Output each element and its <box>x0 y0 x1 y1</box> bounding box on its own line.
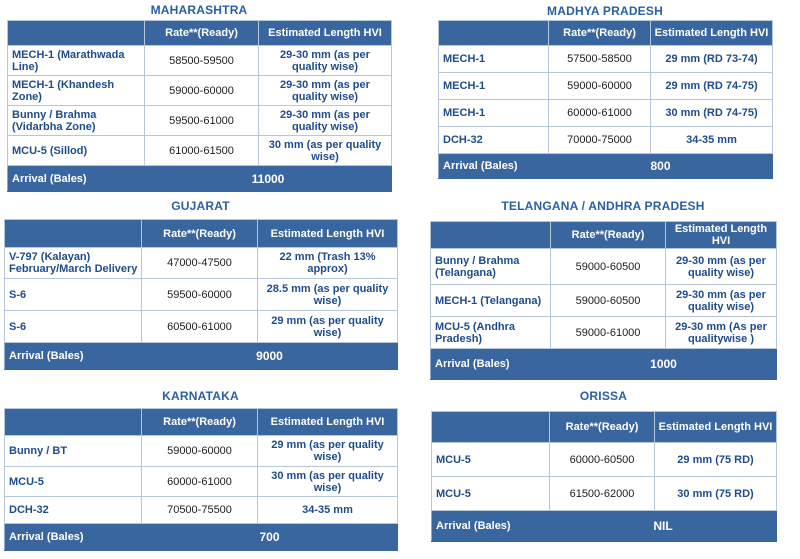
length-cell: 29-30 mm (as per quality wise) <box>259 46 392 76</box>
table-row <box>432 443 777 477</box>
arrival-row <box>5 343 398 370</box>
variety-cell: MCU-5 <box>5 467 142 497</box>
table-row <box>431 317 777 349</box>
gujarat-table <box>4 219 398 370</box>
table-row <box>439 73 773 100</box>
header-rate: Rate**(Ready) <box>145 21 259 46</box>
length-cell: 30 mm (as per quality wise) <box>258 467 398 497</box>
table-row <box>8 46 392 76</box>
rate-cell: 60000-61000 <box>549 100 651 127</box>
header-variety <box>431 222 551 249</box>
arrival-row <box>5 524 398 551</box>
rate-cell: 59500-60000 <box>142 279 258 311</box>
variety-cell: MECH-1 (Marathwada Line) <box>8 46 145 76</box>
orissa-section <box>431 386 776 544</box>
arrival-label: Arrival (Bales) <box>5 343 142 370</box>
header-rate: Rate**(Ready) <box>142 220 258 248</box>
length-cell: 29 mm (RD 74-75) <box>651 73 773 100</box>
arrival-value: 1000 <box>551 349 777 380</box>
length-cell: 29-30 mm (as per quality wise) <box>666 249 777 285</box>
rate-cell: 60000-61000 <box>142 467 258 497</box>
telangana-title: TELANGANA / ANDHRA PRADESH <box>501 199 705 213</box>
arrival-label: Arrival (Bales) <box>431 349 551 380</box>
orissa-table <box>431 411 777 542</box>
variety-cell: DCH-32 <box>5 497 142 524</box>
rate-cell: 59000-61000 <box>551 317 666 349</box>
arrival-value: 800 <box>549 154 773 179</box>
length-cell: 22 mm (Trash 13% approx) <box>258 248 398 279</box>
rate-cell: 61500-62000 <box>550 477 655 511</box>
arrival-row <box>439 154 773 179</box>
length-cell: 29-30 mm (as per quality wise) <box>666 285 777 317</box>
arrival-label: Arrival (Bales) <box>439 154 549 179</box>
rate-cell: 60500-61000 <box>142 311 258 343</box>
table-row <box>8 76 392 106</box>
table-row <box>5 497 398 524</box>
length-cell: 28.5 mm (as per quality wise) <box>258 279 398 311</box>
header-rate: Rate**(Ready) <box>142 409 258 436</box>
rate-cell: 70500-75500 <box>142 497 258 524</box>
maharashtra-title: MAHARASHTRA <box>150 3 248 17</box>
header-rate: Rate**(Ready) <box>551 222 666 249</box>
arrival-row <box>432 511 777 542</box>
header-variety <box>439 21 549 46</box>
rate-cell: 59000-60000 <box>142 436 258 467</box>
rate-cell: 59000-60500 <box>551 285 666 317</box>
rate-cell: 60000-60500 <box>550 443 655 477</box>
table-row <box>5 279 398 311</box>
table-row <box>5 311 398 343</box>
rate-cell: 70000-75000 <box>549 127 651 154</box>
arrival-value: NIL <box>550 511 777 542</box>
header-length: Estimated Length HVI <box>258 220 398 248</box>
length-cell: 34-35 mm <box>651 127 773 154</box>
arrival-label: Arrival (Bales) <box>8 166 145 192</box>
variety-cell: MECH-1 <box>439 73 549 100</box>
variety-cell: Bunny / Brahma (Vidarbha Zone) <box>8 106 145 136</box>
madhya-pradesh-title: MADHYA PRADESH <box>547 4 663 18</box>
rate-cell: 59000-60500 <box>551 249 666 285</box>
table-row <box>439 127 773 154</box>
length-cell: 29 mm (as per quality wise) <box>258 436 398 467</box>
length-cell: 29-30 mm (as per quality wise) <box>259 76 392 106</box>
maharashtra-table <box>7 20 392 192</box>
header-rate: Rate**(Ready) <box>549 21 651 46</box>
variety-cell: MCU-5 <box>432 443 550 477</box>
rate-cell: 59000-60000 <box>145 76 259 106</box>
table-row <box>8 106 392 136</box>
header-variety <box>432 412 550 443</box>
karnataka-table <box>4 408 398 551</box>
table-row <box>439 100 773 127</box>
arrival-row <box>431 349 777 380</box>
variety-cell: MECH-1 <box>439 46 549 73</box>
variety-cell: MECH-1 (Khandesh Zone) <box>8 76 145 106</box>
variety-cell: MCU-5 (Sillod) <box>8 136 145 166</box>
variety-cell: MECH-1 (Telangana) <box>431 285 551 317</box>
table-row <box>431 285 777 317</box>
rate-cell: 58500-59500 <box>145 46 259 76</box>
length-cell: 29-30 mm (As per qualitywise ) <box>666 317 777 349</box>
table-row <box>8 136 392 166</box>
header-length: Estimated Length HVI <box>651 21 773 46</box>
variety-cell: MCU-5 (Andhra Pradesh) <box>431 317 551 349</box>
madhya-pradesh-section <box>438 0 772 178</box>
madhya-pradesh-table <box>438 20 773 179</box>
rate-cell: 59500-61000 <box>145 106 259 136</box>
length-cell: 29 mm (as per quality wise) <box>258 311 398 343</box>
orissa-title: ORISSA <box>579 389 628 403</box>
length-cell: 29-30 mm (as per quality wise) <box>259 106 392 136</box>
rate-cell: 59000-60000 <box>549 73 651 100</box>
variety-cell: V-797 (Kalayan) February/March Delivery <box>5 248 142 279</box>
karnataka-title: KARNATAKA <box>162 389 239 403</box>
variety-cell: Bunny / Brahma (Telangana) <box>431 249 551 285</box>
length-cell: 30 mm (as per quality wise) <box>259 136 392 166</box>
variety-cell: MCU-5 <box>432 477 550 511</box>
header-variety <box>8 21 145 46</box>
rate-cell: 61000-61500 <box>145 136 259 166</box>
arrival-value: 11000 <box>145 166 392 192</box>
arrival-value: 700 <box>142 524 398 551</box>
table-row <box>5 436 398 467</box>
rate-cell: 57500-58500 <box>549 46 651 73</box>
maharashtra-section <box>7 0 391 192</box>
length-cell: 30 mm (RD 74-75) <box>651 100 773 127</box>
table-row <box>5 248 398 279</box>
arrival-label: Arrival (Bales) <box>432 511 550 542</box>
table-row <box>5 467 398 497</box>
table-row <box>432 477 777 511</box>
length-cell: 34-35 mm <box>258 497 398 524</box>
variety-cell: MECH-1 <box>439 100 549 127</box>
rate-cell: 47000-47500 <box>142 248 258 279</box>
table-row <box>439 46 773 73</box>
karnataka-section <box>4 386 397 546</box>
arrival-row <box>8 166 392 192</box>
variety-cell: S-6 <box>5 279 142 311</box>
variety-cell: Bunny / BT <box>5 436 142 467</box>
arrival-label: Arrival (Bales) <box>5 524 142 551</box>
header-variety <box>5 409 142 436</box>
variety-cell: S-6 <box>5 311 142 343</box>
variety-cell: DCH-32 <box>439 127 549 154</box>
telangana-section <box>430 196 776 380</box>
header-length: Estimated Length HVI <box>258 409 398 436</box>
header-length: Estimated Length HVI <box>655 412 777 443</box>
header-variety <box>5 220 142 248</box>
table-row <box>431 249 777 285</box>
header-length: Estimated Length HVI <box>666 222 777 249</box>
length-cell: 30 mm (75 RD) <box>655 477 777 511</box>
length-cell: 29 mm (75 RD) <box>655 443 777 477</box>
telangana-table <box>430 221 777 380</box>
gujarat-title: GUJARAT <box>171 199 230 213</box>
arrival-value: 9000 <box>142 343 398 370</box>
header-rate: Rate**(Ready) <box>550 412 655 443</box>
header-length: Estimated Length HVI <box>259 21 392 46</box>
gujarat-section <box>4 196 397 371</box>
length-cell: 29 mm (RD 73-74) <box>651 46 773 73</box>
